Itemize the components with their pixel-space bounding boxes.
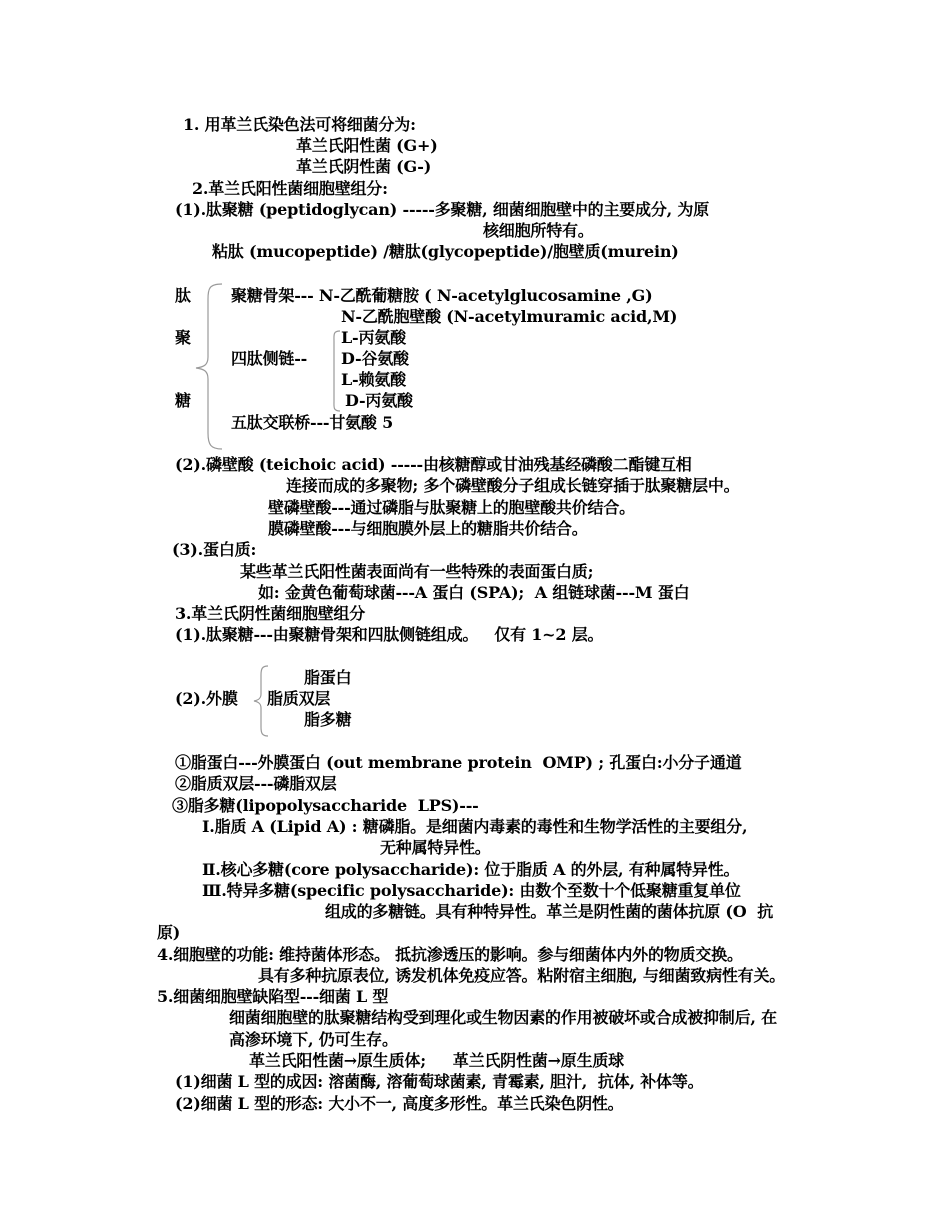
peptidoglycan-line-cont: 核细胞所特有。 [483,221,594,240]
membrane-teichoic-acid-line: 膜磷壁酸---与细胞膜外层上的糖脂共价结合。 [268,519,588,538]
diagram-label-char: 糖 [175,391,191,410]
lipoprotein-line: ①脂蛋白---外膜蛋白 (out membrane protein OMP) ; 孔蛋白:小分子通道 [175,753,742,772]
list-item-1: 1. 用革兰氏染色法可将细菌分为: [183,115,416,134]
synonyms-line: 粘肽 (mucopeptide) /糖肽(glycopeptide)/胞壁质(murein) [212,242,679,261]
outer-membrane-label: (2).外膜 [175,689,238,708]
tetrapeptide-label: 四肽侧链-- [231,349,308,368]
brace-curve [254,666,268,736]
section-4-line-cont: 具有多种抗原表位, 诱发机体免疫应答。粘附宿主细胞, 与细菌致病性有关。 [258,966,786,985]
specific-polysaccharide-line: Ⅲ.特异多糖(specific polysaccharide): 由数个至数十个低聚糖重复单位 [202,881,741,900]
protein-heading: (3).蛋白质: [172,540,257,559]
specific-polysaccharide-line-end: 原) [157,923,181,942]
section-4-line: 4.细胞壁的功能: 维持菌体形态。 抵抗渗透压的影响。参与细菌体内外的物质交换。 [157,945,743,964]
glycan-backbone-line: 聚糖骨架--- N-乙酰葡糖胺 ( N-acetylglucosamine ,G) [231,286,653,305]
gram-negative-line: 革兰氏阴性菌 (G-) [296,157,432,176]
section-5-heading: 5.细菌细胞壁缺陷型---细菌 L 型 [157,987,389,1006]
l-form-morphology-line: (2)细菌 L 型的形态: 大小不一, 高度多形性。革兰氏染色阴性。 [175,1094,624,1113]
amino-acid-item: L-丙氨酸 [341,328,406,347]
protoplast-line: 革兰氏阳性菌→原生质体; 革兰氏阴性菌→原生质球 [249,1051,624,1070]
teichoic-acid-line-cont: 连接而成的多聚物; 多个磷壁酸分子组成长链穿插于肽聚糖层中。 [286,476,740,495]
l-form-description-cont: 高渗环境下, 仍可生存。 [229,1030,398,1049]
l-form-description: 细菌细胞壁的肽聚糖结构受到理化或生物因素的作用被破坏或合成被抑制后, 在 [229,1008,777,1027]
section-2-heading: 2.革兰氏阳性菌细胞壁组分: [192,179,388,198]
pentapeptide-bridge-line: 五肽交联桥---甘氨酸 5 [231,413,394,432]
diagram-label-char: 肽 [175,286,191,305]
diagram-label-char: 聚 [175,328,191,347]
amino-acid-item: D-谷氨酸 [341,349,409,368]
brace-curve [196,284,222,449]
specific-polysaccharide-line-cont: 组成的多糖链。具有种特异性。革兰是阴性菌的菌体抗原 (O 抗 [325,902,774,921]
protein-line: 某些革兰氏阳性菌表面尚有一些特殊的表面蛋白质; [240,562,594,581]
lipopolysaccharide-item: 脂多糖 [304,710,352,729]
protein-example-line: 如: 金黄色葡萄球菌---A 蛋白 (SPA); A 组链球菌---M 蛋白 [258,583,690,602]
lps-line: ③脂多糖(lipopolysaccharide LPS)--- [172,796,479,815]
glycan-backbone-line-2: N-乙酰胞壁酸 (N-acetylmuramic acid,M) [341,307,678,326]
section-3-heading: 3.革兰氏阴性菌细胞壁组分 [175,604,366,623]
l-form-causes-line: (1)细菌 L 型的成因: 溶菌酶, 溶葡萄球菌素, 青霉素, 胆汁, 抗体, 补体等。 [175,1072,704,1091]
peptidoglycan-line: (1).肽聚糖 (peptidoglycan) -----多聚糖, 细菌细胞壁中的主要成分, 为原 [175,200,709,219]
wall-teichoic-acid-line: 壁磷壁酸---通过磷脂与肽聚糖上的胞壁酸共价结合。 [268,498,635,517]
lipid-a-line-cont: 无种属特异性。 [380,838,491,857]
lipoprotein-item: 脂蛋白 [304,668,352,687]
peptidoglycan-brace [194,281,224,453]
teichoic-acid-line: (2).磷壁酸 (teichoic acid) -----由核糖醇或甘油残基经磷酸二酯键互相 [175,455,692,474]
core-polysaccharide-line: Ⅱ.核心多糖(core polysaccharide): 位于脂质 A 的外层, 有种属特异性。 [202,860,740,879]
gram-positive-line: 革兰氏阳性菌 (G+) [296,136,438,155]
gn-peptidoglycan-line: (1).肽聚糖---由聚糖骨架和四肽侧链组成。 仅有 1~2 层。 [175,625,604,644]
lipid-bilayer-item: 脂质双层 [267,689,331,708]
lipid-bilayer-line: ②脂质双层---磷脂双层 [175,774,337,793]
lipid-a-line: Ⅰ.脂质 A (Lipid A) : 糖磷脂。是细菌内毒素的毒性和生物学活性的主要组分, [202,817,748,836]
amino-acid-bracket [328,329,342,413]
amino-acid-item: D-丙氨酸 [345,391,413,410]
bracket-line [334,331,340,411]
amino-acid-item: L-赖氨酸 [341,370,406,389]
